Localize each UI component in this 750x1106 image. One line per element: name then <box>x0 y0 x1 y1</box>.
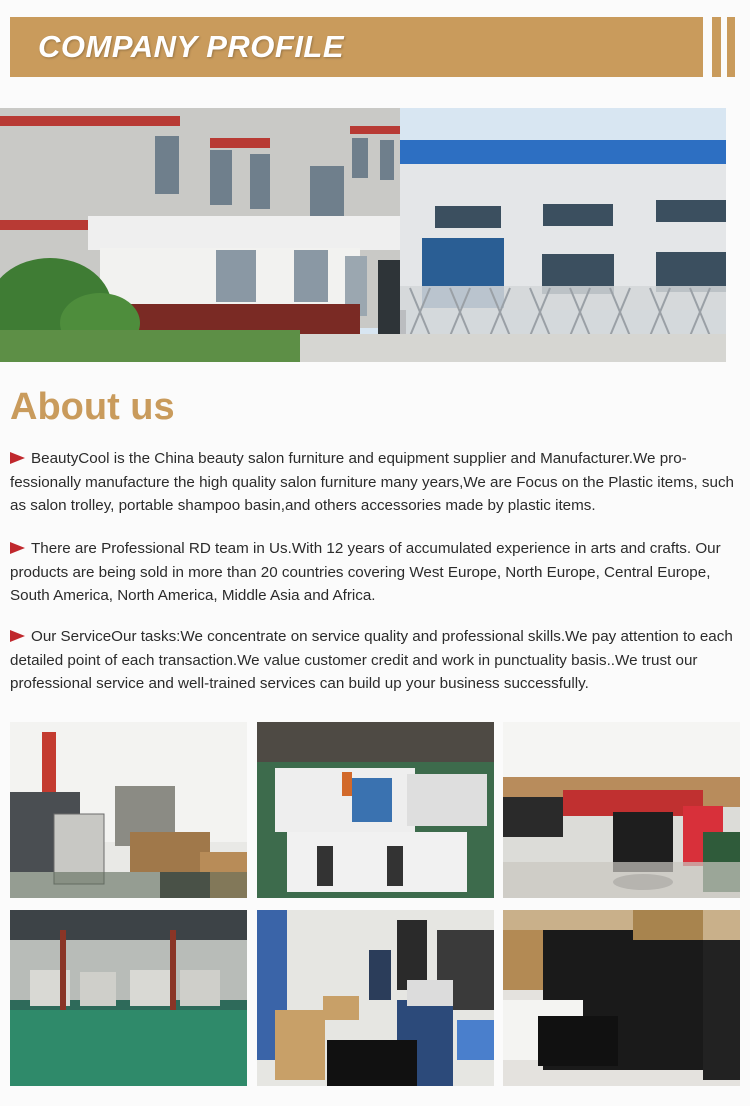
trolley-stock-photo <box>503 910 740 1086</box>
about-us-title: About us <box>10 386 175 428</box>
bullet-triangle-icon <box>10 452 25 464</box>
about-paragraph <box>10 537 738 608</box>
banner-stripe <box>721 17 727 77</box>
paragraph-text: There are Professional RD team in Us.With 12 years of accumulated experience in arts and crafts. Our products are being sold in more than 20 countries covering West Europe, North Europe, Central Europe, South America, North America, Middle Asia and Africa. <box>10 540 721 604</box>
injection-machine-photo <box>257 722 494 898</box>
about-paragraph <box>10 625 738 696</box>
paragraph-text: BeautyCool is the China beauty salon furniture and equipment supplier and Manufacturer.We pro-fessionally manufacture the high quality salon furniture many years,We are Focus on the Plastic items, such as salon trolley, portable shampoo basin,and others accessories made by plastic items. <box>10 450 735 514</box>
packing-team-photo <box>257 910 494 1086</box>
bullet-triangle-icon <box>10 630 25 642</box>
paragraph-text: Our ServiceOur tasks:We concentrate on service quality and professional skills.We pay attention to each detailed point of each transaction.We value customer credit and work in punctuality basis..We trust our professional service and well-trained services can build up your business successfully. <box>10 628 733 692</box>
bullet-triangle-icon <box>10 542 25 554</box>
banner-stripe <box>703 17 712 77</box>
company-profile-banner <box>10 17 740 77</box>
factory-exterior-photo <box>0 108 726 362</box>
factory-floor-photo <box>10 910 247 1086</box>
banner-title: COMPANY PROFILE <box>38 29 345 64</box>
about-paragraph <box>10 447 738 518</box>
banner-stripe <box>735 17 740 77</box>
workshop-storage-photo <box>10 722 247 898</box>
salon-chairs-photo <box>503 722 740 898</box>
